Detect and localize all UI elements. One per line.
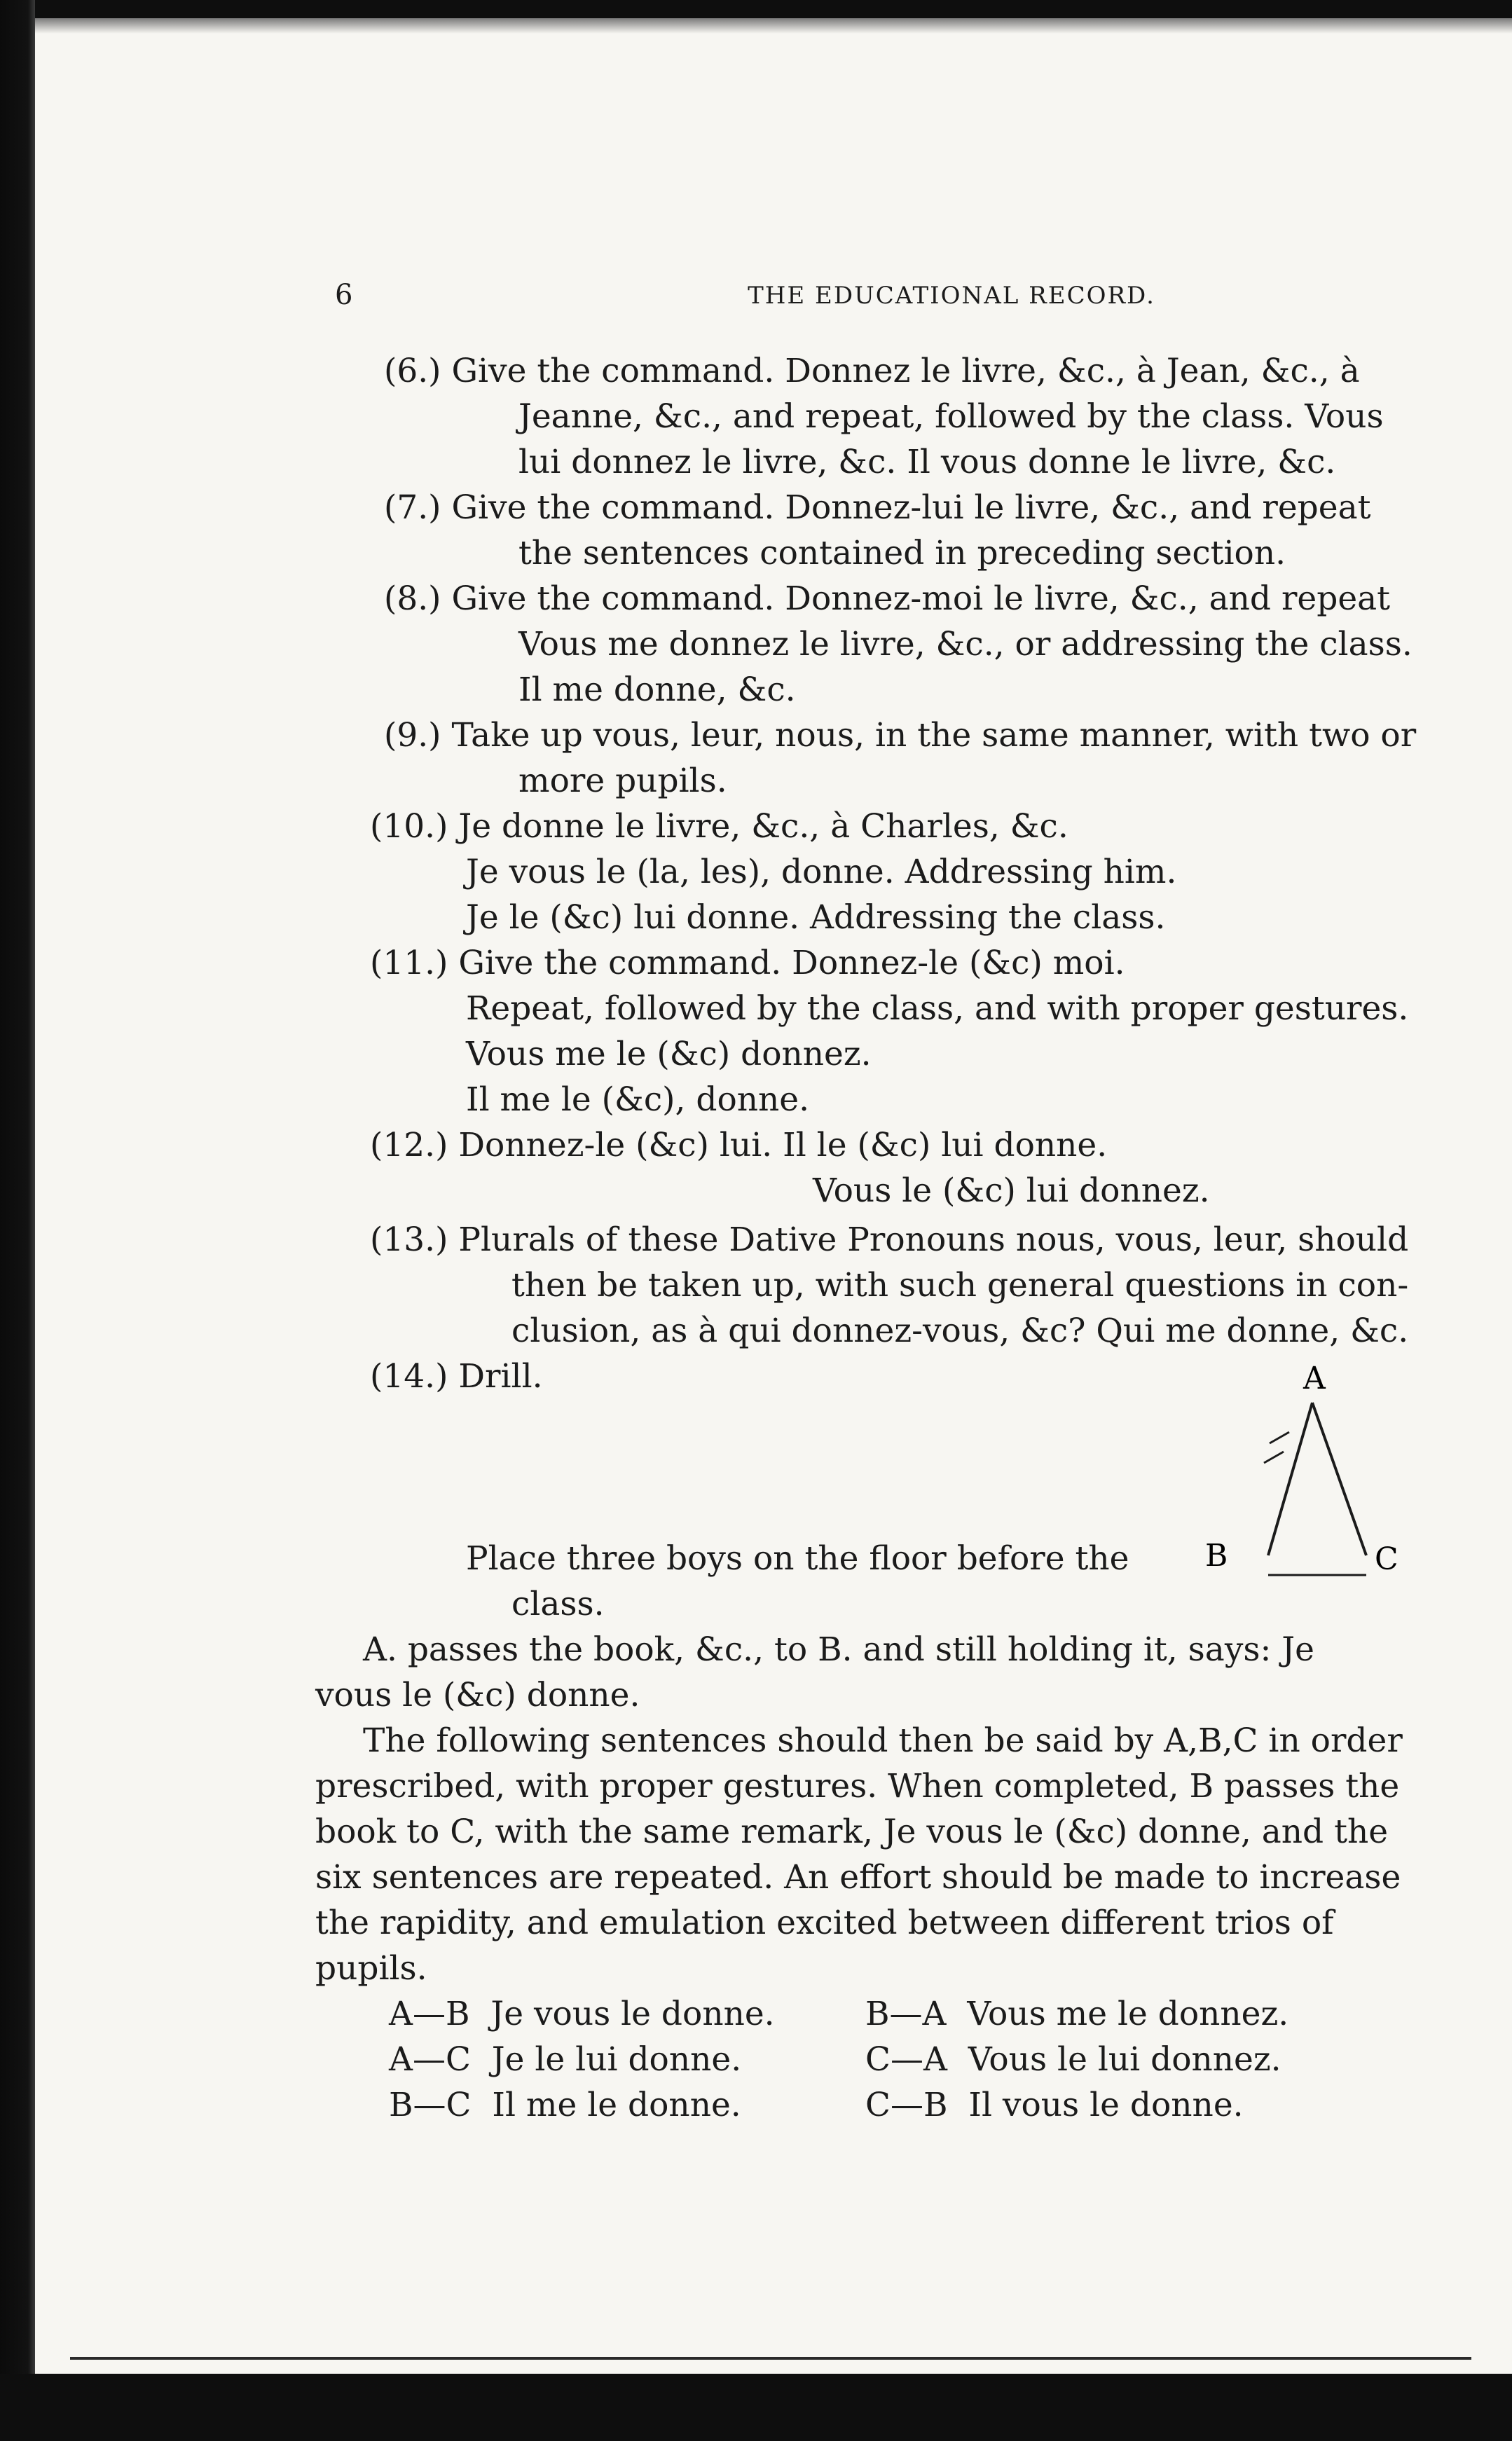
text-line: (8.) Give the command. Donnez-moi le livre, &c., and repeat: [384, 579, 1391, 618]
text-line: six sentences are repeated. An effort should be made to increase: [315, 1858, 1401, 1897]
diagram-label-a: A: [1303, 1361, 1326, 1396]
text-line: the sentences contained in preceding section.: [518, 534, 1286, 572]
text-line: (13.) Plurals of these Dative Pronouns nous, vous, leur, should: [370, 1220, 1409, 1259]
text-line: The following sentences should then be said by A,B,C in order: [363, 1721, 1403, 1760]
text-line: vous le (&c) donne.: [315, 1676, 640, 1714]
scan-bottom-rule: [70, 2357, 1471, 2360]
scan-top-border: [0, 0, 1512, 18]
text-line: Vous me donnez le livre, &c., or addressing the class.: [518, 625, 1413, 663]
text-line: the rapidity, and emulation excited between different trios of: [315, 1904, 1334, 1942]
text-line: Jeanne, &c., and repeat, followed by the class. Vous: [518, 397, 1384, 436]
text-line: then be taken up, with such general questions in con-: [511, 1266, 1409, 1305]
text-line: Il me le (&c), donne.: [466, 1080, 810, 1119]
drill-row: C—A Vous le lui donnez.: [865, 2040, 1281, 2079]
scan-bottom-border: [0, 2374, 1512, 2441]
text-line: more pupils.: [518, 762, 727, 800]
text-line: Place three boys on the floor before the: [466, 1539, 1129, 1578]
text-line: class.: [511, 1585, 605, 1623]
running-title: THE EDUCATIONAL RECORD.: [748, 282, 1155, 310]
scan-top-shadow: [0, 18, 1512, 34]
text-line: (11.) Give the command. Donnez-le (&c) moi.: [370, 944, 1125, 982]
page-header: [335, 279, 1428, 321]
drill-row: B—C Il me le donne.: [389, 2086, 741, 2124]
text-line: Je vous le (la, les), donne. Addressing him.: [466, 853, 1177, 891]
drill-row: B—A Vous me le donnez.: [865, 1995, 1289, 2033]
diagram-label-b: B: [1205, 1538, 1228, 1574]
text-line: (9.) Take up vous, leur, nous, in the same manner, with two or: [384, 716, 1417, 755]
text-line: book to C, with the same remark, Je vous le (&c) donne, and the: [315, 1813, 1389, 1851]
text-line: Vous me le (&c) donnez.: [466, 1035, 872, 1073]
text-line: (14.) Drill.: [370, 1357, 543, 1396]
text-line: (6.) Give the command. Donnez le livre, &c., à Jean, &c., à: [384, 352, 1360, 390]
scan-left-border: [0, 0, 35, 2441]
text-line: Repeat, followed by the class, and with proper gestures.: [466, 989, 1409, 1028]
text-line: Je le (&c) lui donne. Addressing the class.: [466, 898, 1166, 937]
text-line: (12.) Donnez-le (&c) lui. Il le (&c) lui donne.: [370, 1126, 1108, 1164]
page-number: 6: [335, 279, 353, 311]
diagram-label-c: C: [1375, 1541, 1398, 1577]
text-line: A. passes the book, &c., to B. and still holding it, says: Je: [363, 1630, 1314, 1669]
drill-row: A—C Je le lui donne.: [389, 2040, 742, 2079]
text-line: Il me donne, &c.: [518, 671, 796, 709]
text-line: pupils.: [315, 1949, 427, 1988]
triangle-diagram: [1191, 1359, 1401, 1590]
drill-row: A—B Je vous le donne.: [389, 1995, 775, 2033]
text-line: clusion, as à qui donnez-vous, &c? Qui me donne, &c.: [511, 1312, 1409, 1350]
text-line: (7.) Give the command. Donnez-lui le livre, &c., and repeat: [384, 488, 1371, 527]
drill-row: C—B Il vous le donne.: [865, 2086, 1244, 2124]
text-line: Vous le (&c) lui donnez.: [813, 1171, 1210, 1210]
text-line: lui donnez le livre, &c. Il vous donne le livre, &c.: [518, 443, 1336, 481]
text-line: prescribed, with proper gestures. When completed, B passes the: [315, 1767, 1400, 1806]
text-line: (10.) Je donne le livre, &c., à Charles, &c.: [370, 807, 1068, 846]
